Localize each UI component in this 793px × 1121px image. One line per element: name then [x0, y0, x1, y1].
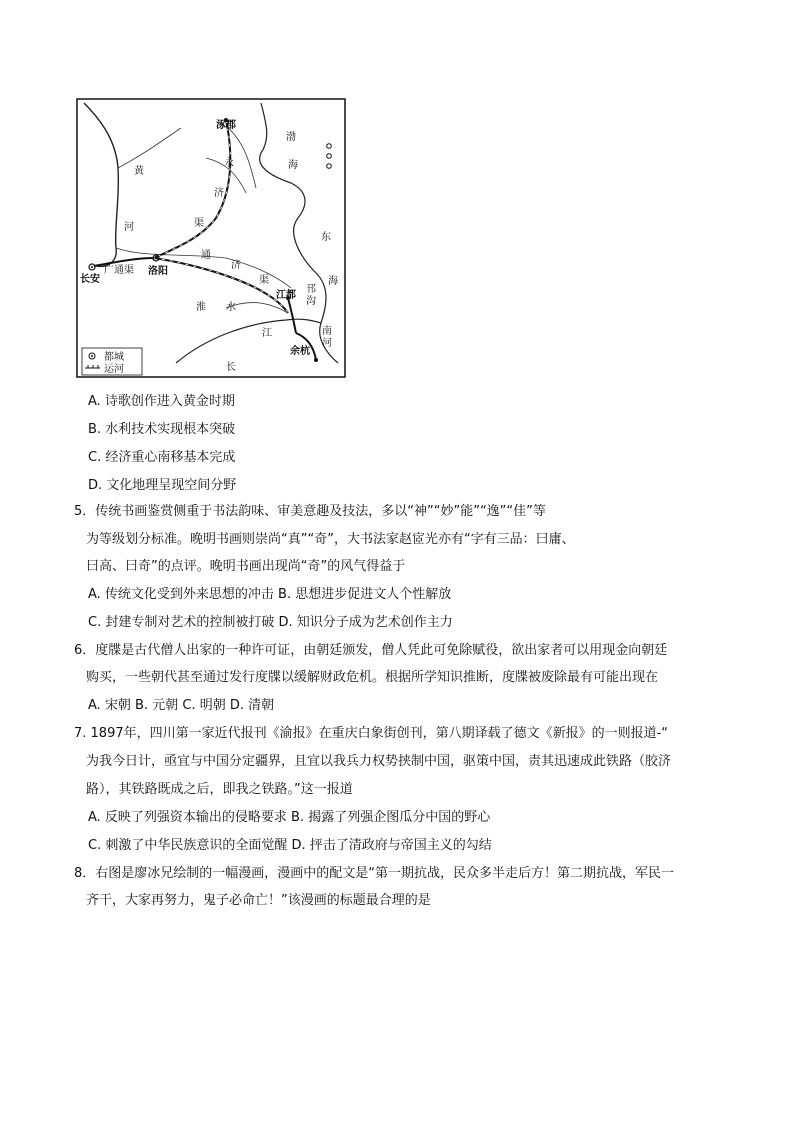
label-gou: 沟 [306, 296, 316, 307]
q5-stem-line: 为等级划分标准。晚明书画则崇尚“真”“奇”，大书法家赵宧光亦有“字有三品：曰庸、 [86, 532, 575, 547]
label-zhuojun: 涿郡 [216, 120, 236, 131]
label-luoyang: 洛阳 [148, 266, 168, 277]
q4-option-a: A. 诗歌创作进入黄金时期 [88, 394, 235, 409]
label-bo: 渤 [286, 132, 296, 143]
q5-stem-line: 5．传统书画鉴赏侧重于书法韵味、审美意趣及技法，多以“神”“妙”能”“逸”“佳”等 [74, 504, 546, 519]
label-qu2: 渠 [259, 275, 269, 286]
q4-option-b: B. 水利技术实现根本突破 [88, 422, 236, 437]
label-huai: 淮 [196, 302, 206, 313]
label-tong: 通 [201, 250, 211, 261]
label-jiang: 江 [262, 328, 272, 339]
q7-stem-line: 路），其铁路既成之后，即我之铁路。”这一报道 [86, 782, 353, 797]
label-chang: 长 [226, 362, 236, 373]
q5-options-cd: C. 封建专制对艺术的控制被打破 D. 知识分子成为艺术创作主力 [88, 615, 453, 630]
legend-canal: 运河 [104, 364, 124, 375]
label-huang: 黄 [134, 166, 144, 177]
label-changan: 长安 [80, 274, 100, 285]
legend-capital: 都城 [104, 352, 124, 363]
label-nan: 南 [322, 326, 332, 337]
q7-options-cd: C. 刺激了中华民族意识的全面觉醒 D. 抨击了清政府与帝国主义的勾结 [88, 838, 492, 853]
label-ji: 济 [214, 188, 224, 199]
q6-stem-line: 购买，一些朝代甚至通过发行度牒以缓解财政危机。根据所学知识推断，度牒被废除最有可能出现在 [86, 670, 659, 685]
q5-options-ab: A. 传统文化受到外来思想的冲击 B. 思想进步促进文人个性解放 [88, 587, 452, 602]
label-jiangdu: 江都 [276, 290, 296, 301]
label-ji2: 济 [231, 260, 241, 271]
q8-stem-line: 齐干，大家再努力，鬼子必命亡！”该漫画的标题最合理的是 [86, 893, 431, 908]
q7-stem-line: 7. 1897年，四川第一家近代报刊《渝报》在重庆白象街创刊，第八期译载了德文《新报》的一则报道-“ [74, 726, 669, 741]
label-yuhang: 余杭 [290, 346, 310, 357]
label-he2: 河 [322, 338, 332, 349]
q4-option-d: D. 文化地理呈现空间分野 [88, 478, 237, 493]
label-han: 邗 [306, 284, 316, 295]
q6-options: A. 宋朝 B. 元朝 C. 明朝 D. 清朝 [88, 698, 275, 713]
label-shui: 水 [226, 302, 236, 313]
label-qu: 渠 [194, 218, 204, 229]
label-dong: 东 [321, 232, 331, 243]
q8-stem-line: 8．右图是廖冰兄绘制的一幅漫画，漫画中的配文是“第一期抗战，民众多半走后方！第二期抗战，军民一 [74, 866, 675, 881]
q4-option-c: C. 经济重心南移基本完成 [88, 450, 236, 465]
label-guangtongqu: 广通渠 [104, 265, 134, 276]
label-he: 河 [124, 222, 134, 233]
q5-stem-line: 曰高、曰奇”的点评。晚明书画出现尚“奇”的风气得益于 [86, 559, 406, 574]
q7-stem-line: 为我今日计，亟宜与中国分定疆界，且宜以我兵力权势挟制中国，驱策中国，责其迅速成此铁路（胶济 [86, 754, 672, 769]
q7-options-ab: A. 反映了列强资本输出的侵略要求 B. 揭露了列强企图瓜分中国的野心 [88, 810, 491, 825]
grand-canal-map [76, 98, 346, 378]
label-hai2: 海 [328, 276, 338, 287]
label-hai: 海 [288, 160, 298, 171]
q6-stem-line: 6．度牒是古代僧人出家的一种许可证，由朝廷颁发，僧人凭此可免除赋役，欲出家者可以用现金向朝廷 [74, 643, 668, 658]
label-yong: 永 [224, 158, 234, 169]
